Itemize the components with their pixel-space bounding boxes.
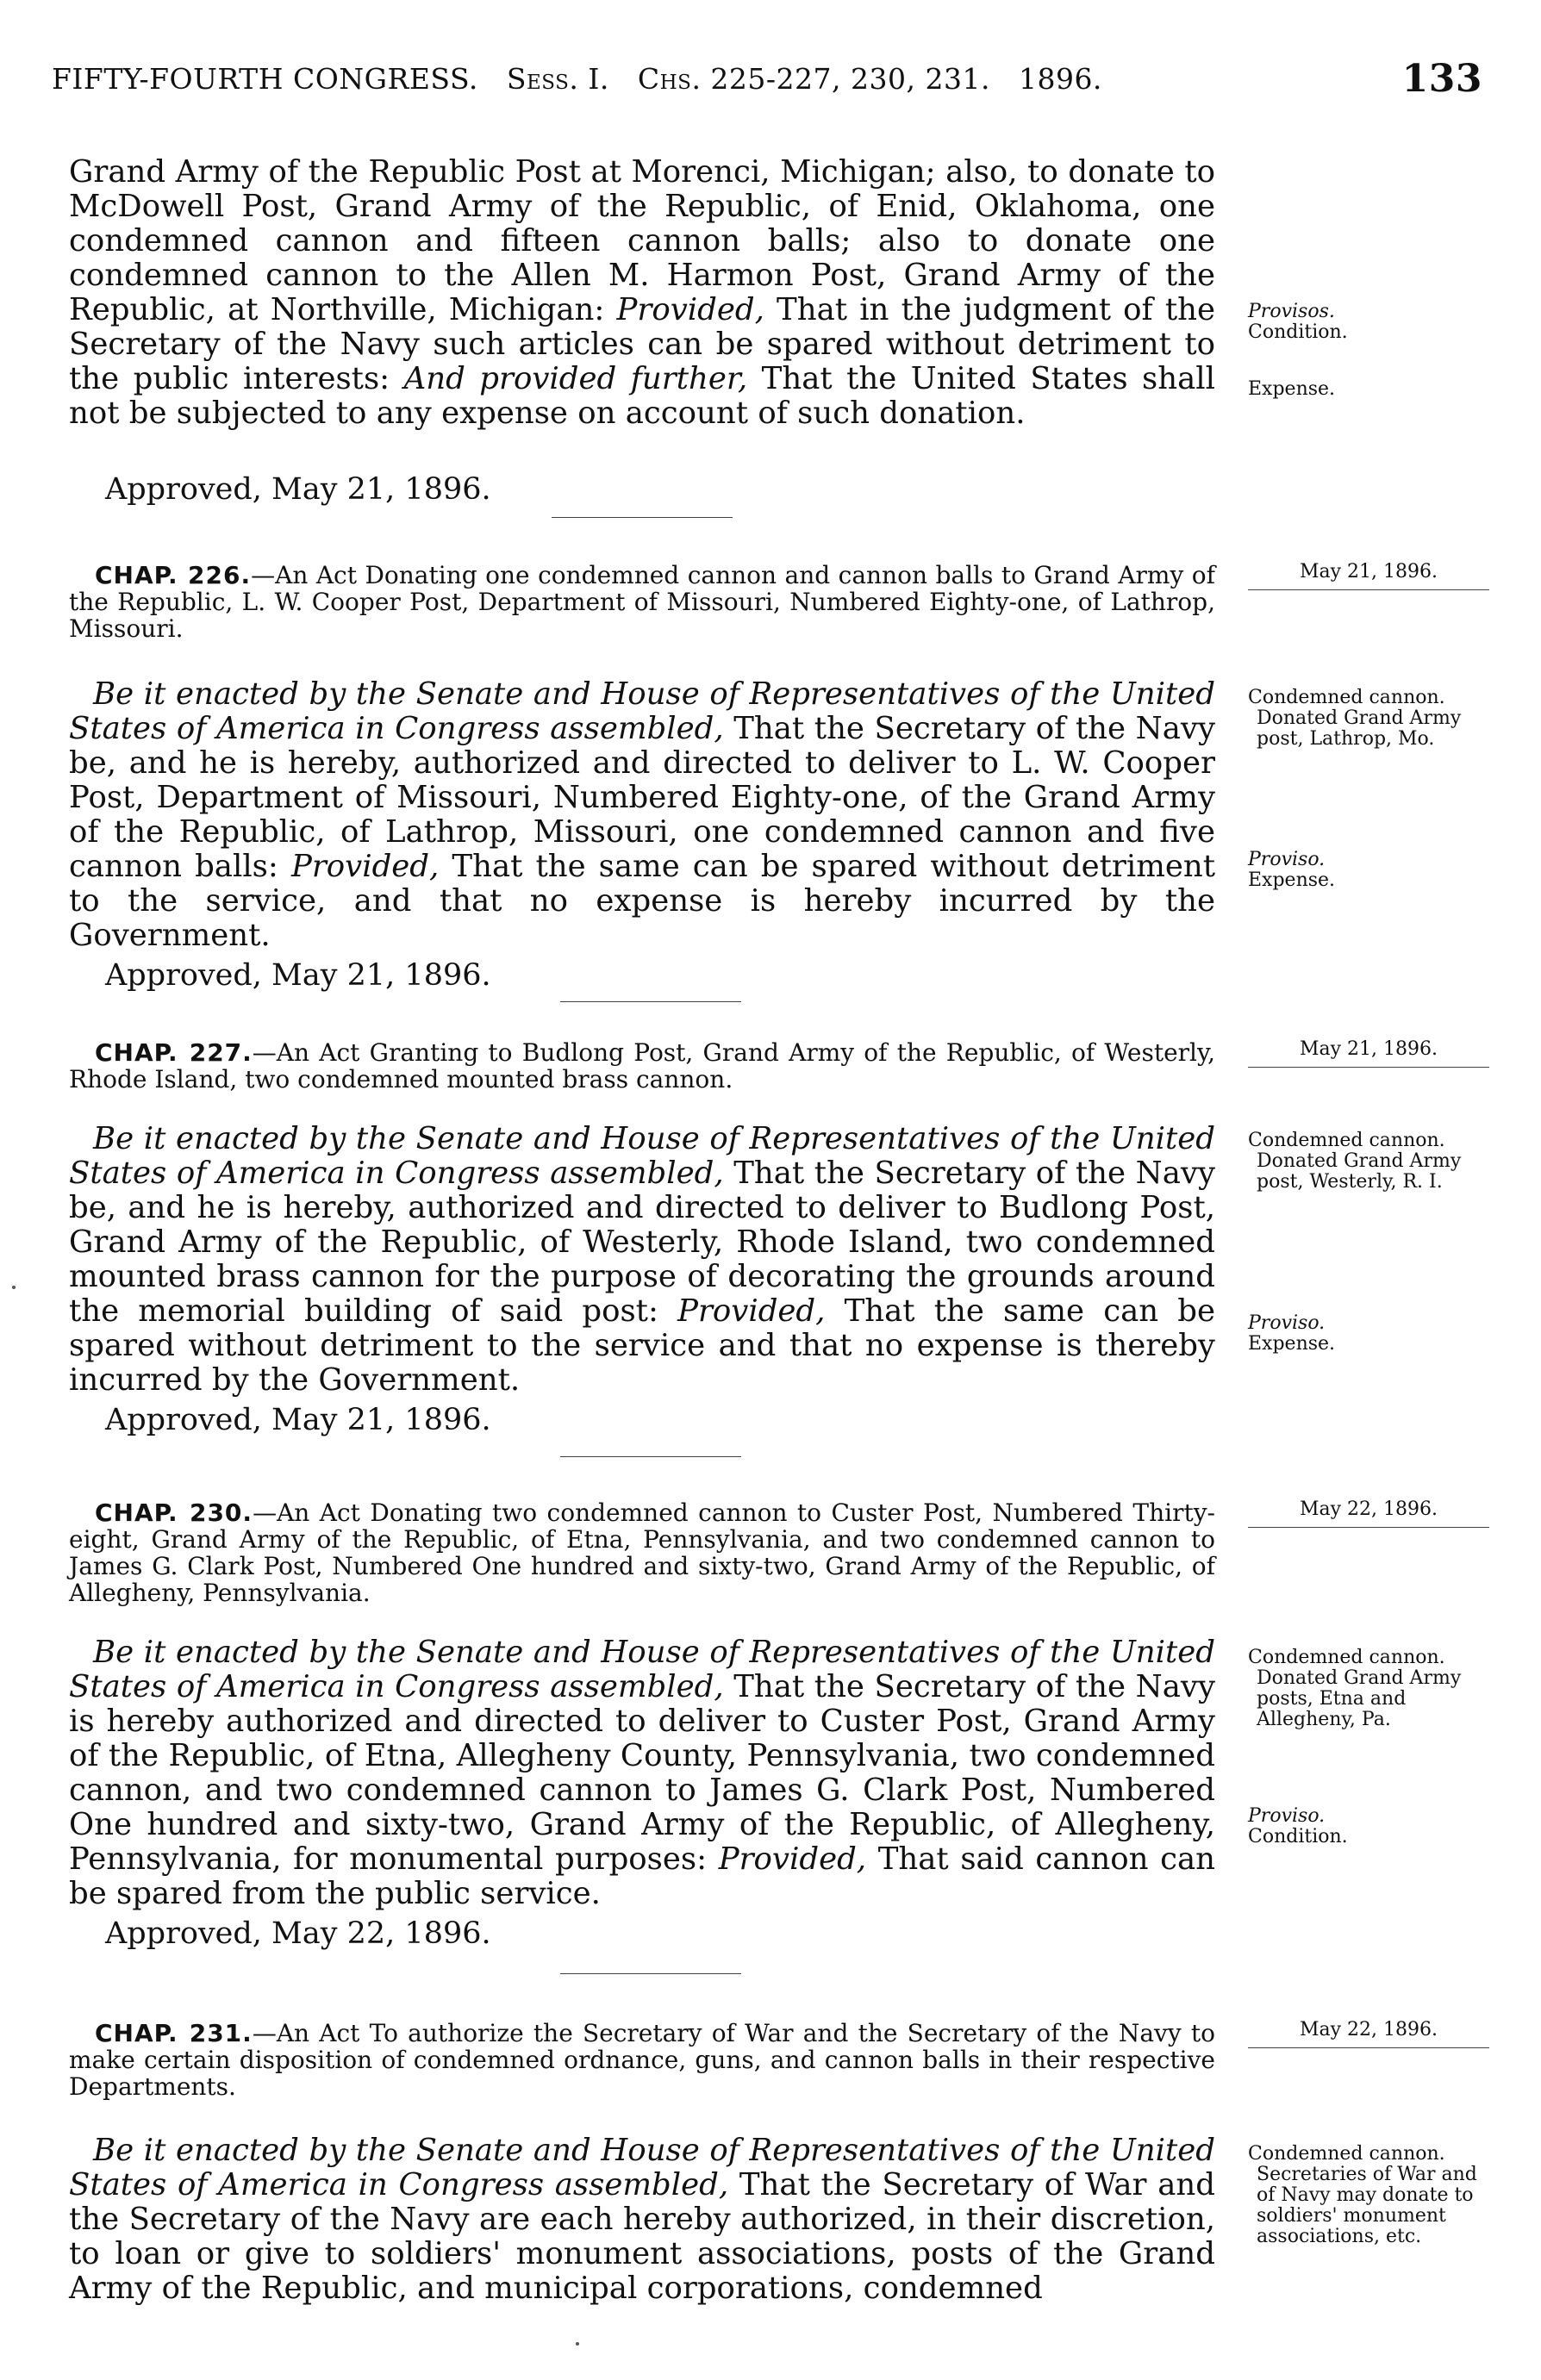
approved-230: Approved, May 22, 1896. (105, 1916, 491, 1951)
chapter-226-date: May 21, 1896. (1248, 562, 1489, 590)
scan-speck (576, 2342, 579, 2346)
chapter-226-heading: CHAP. 226.—An Act Donating one condemned cannon and cannon balls to Grand Army of the Republic, L. W. Cooper Post, Department of Missouri, Numbered Eighty-one, of Lathrop, Missouri. (69, 561, 1215, 643)
approved-227: Approved, May 21, 1896. (105, 1403, 491, 1437)
approved-225: Approved, May 21, 1896. (105, 472, 491, 507)
chapter-227-date: May 21, 1896. (1248, 1039, 1489, 1068)
chapter-227-heading: CHAP. 227.—An Act Granting to Budlong Post, Grand Army of the Republic, of Westerly, Rhode Island, two condemned mounted brass cannon. (69, 1038, 1215, 1093)
divider (552, 517, 733, 518)
chapter-231-margin-notes: Condemned cannon. Secretaries of War and of Navy may donate to soldiers' monument associations, etc. (1248, 2143, 1477, 2247)
congress-label: FIFTY-FOURTH CONGRESS. (52, 62, 478, 96)
divider (560, 1973, 741, 1974)
divider (560, 1456, 741, 1457)
chapter-227-body: Be it enacted by the Senate and House of Representatives of the United States of America in Congress assembled, That the Secretary of the Navy be, and he is hereby, authorized and directed to deliver to Budlong Post, Grand Army of the Republic, of Westerly, Rhode Island, two condemned mounted brass cannon for the purpose of decorating the grounds around the memorial building of said post: Provided, That the same can be spared without detriment to the service and that no expense is thereby incurred by the Government. (69, 1121, 1216, 1398)
chapters-label: Chs. 225-227, 230, 231. (637, 62, 990, 96)
chapter-231-body: Be it enacted by the Senate and House of Representatives of the United States of America in Congress assembled, That the Secretary of War and the Secretary of the Navy are each hereby authorized, in their discretion, to loan or give to soldiers' monument associations, posts of the Grand Army of the Republic, and municipal corporations, condemned (69, 2133, 1215, 2306)
chapter-230-heading: CHAP. 230.—An Act Donating two condemned cannon to Custer Post, Numbered Thirty-eight, Grand Army of the Republic, of Etna, Pennsylvania, and two condemned cannon to James G. Clark Post, Numbered One hundred and sixty-two, Grand Army of the Republic, of Allegheny, Pennsylvania. (69, 1498, 1215, 1607)
chapter-231-date: May 22, 1896. (1248, 2020, 1489, 2048)
chapter-226-body: Be it enacted by the Senate and House of Representatives of the United States of America in Congress assembled, That the Secretary of the Navy be, and he is hereby, authorized and directed to deliver to L. W. Cooper Post, Department of Missouri, Numbered Eighty-one, of the Grand Army of the Republic, of Lathrop, Missouri, one condemned cannon and five cannon balls: Provided, That the same can be spared without detriment to the service, and that no expense is hereby incurred by the Government. (69, 676, 1216, 953)
margin-notes-225: Provisos. Condition. Expense. (1248, 301, 1348, 400)
session-label: Sess. I. (506, 62, 609, 96)
chapter-230-body: Be it enacted by the Senate and House of Representatives of the United States of America in Congress assembled, That the Secretary of the Navy is hereby authorized and directed to deliver to Custer Post, Grand Army of the Republic, of Etna, Allegheny County, Pennsylvania, two condemned cannon, and two condemned cannon to James G. Clark Post, Numbered One hundred and sixty-two, Grand Army of the Republic, of Allegheny, Pennsylvania, for monumental purposes: Provided, That said cannon can be spared from the public service. (69, 1635, 1216, 1911)
year-label: 1896. (1018, 62, 1102, 96)
divider (560, 1001, 741, 1002)
approved-226: Approved, May 21, 1896. (105, 958, 491, 993)
scan-speck (12, 1286, 16, 1289)
chapter-230-date: May 22, 1896. (1248, 1499, 1489, 1528)
chapter-230-margin-notes: Condemned cannon. Donated Grand Army posts, Etna and Allegheny, Pa. Proviso. Condition. (1248, 1647, 1462, 1847)
continuation-text: Grand Army of the Republic Post at Morenci, Michigan; also, to donate to McDowell Post, Grand Army of the Republic, of Enid, Oklahoma, one condemned cannon and fifteen cannon balls; also to donate one condemned cannon to the Allen M. Harmon Post, Grand Army of the Republic, at Northville, Michigan: Provided, That in the judgment of the Secretary of the Navy such articles can be spared without detriment to the public interests: And provided further, That the United States shall not be subjected to any expense on account of such donation. (69, 154, 1215, 431)
chapter-227-margin-notes: Condemned cannon. Donated Grand Army post, Westerly, R. I. Proviso. Expense. (1248, 1130, 1462, 1355)
chapter-226-margin-notes: Condemned cannon. Donated Grand Army post, Lathrop, Mo. Proviso. Expense. (1248, 687, 1462, 891)
running-head (52, 57, 1482, 101)
chapter-231-heading: CHAP. 231.—An Act To authorize the Secretary of War and the Secretary of the Navy to make certain disposition of condemned ordnance, guns, and cannon balls in their respective Departments. (69, 2019, 1215, 2101)
page-number: 133 (1401, 57, 1482, 101)
